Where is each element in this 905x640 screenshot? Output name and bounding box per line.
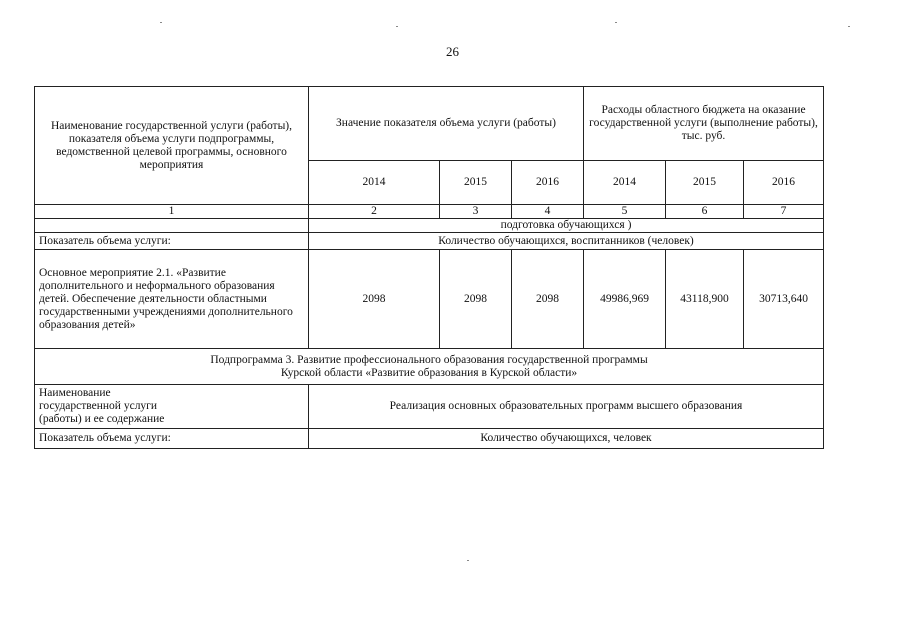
year-cell: 2016 xyxy=(744,161,824,205)
header-name-column: Наименование государственной услуги (работы), показателя объема услуги подпрограммы, ведомственной целевой программы, основного мероприятия xyxy=(35,87,309,205)
column-number: 5 xyxy=(584,205,666,219)
year-cell: 2016 xyxy=(512,161,584,205)
scan-speck xyxy=(615,22,617,23)
header-value-group: Значение показателя объема услуги (работы) xyxy=(309,87,584,161)
service-row xyxy=(35,385,824,429)
scan-speck xyxy=(396,26,398,27)
measure-value: 2098 xyxy=(440,250,512,349)
scan-speck xyxy=(848,26,850,27)
subprogram-row xyxy=(35,349,824,385)
column-number: 7 xyxy=(744,205,824,219)
scan-speck xyxy=(160,22,162,23)
column-number-row xyxy=(35,205,824,219)
measure-name: Основное мероприятие 2.1. «Развитие дополнительного и неформального образования детей. Обеспечение деятельности областными государственными учреждениями дополнительного образования детей» xyxy=(35,250,309,349)
page-number: 26 xyxy=(446,44,459,59)
year-cell: 2014 xyxy=(584,161,666,205)
indicator-row-2 xyxy=(35,429,824,449)
continuation-row xyxy=(35,219,824,233)
column-number: 2 xyxy=(309,205,440,219)
service-value: Реализация основных образовательных программ высшего образования xyxy=(309,385,824,429)
year-cell: 2015 xyxy=(666,161,744,205)
budget-table xyxy=(34,86,824,449)
measure-value: 2098 xyxy=(512,250,584,349)
measure-value: 30713,640 xyxy=(744,250,824,349)
year-cell: 2015 xyxy=(440,161,512,205)
measure-value: 2098 xyxy=(309,250,440,349)
scan-speck xyxy=(467,560,469,561)
column-number: 1 xyxy=(35,205,309,219)
column-number: 4 xyxy=(512,205,584,219)
indicator-value: Количество обучающихся, человек xyxy=(309,429,824,449)
measure-value: 49986,969 xyxy=(584,250,666,349)
measure-row xyxy=(35,250,824,349)
column-number: 6 xyxy=(666,205,744,219)
indicator-label: Показатель объема услуги: xyxy=(35,429,309,449)
empty-cell xyxy=(35,219,309,233)
service-label: Наименование государственной услуги (работы) и ее содержание xyxy=(35,385,309,429)
column-number: 3 xyxy=(440,205,512,219)
header-row xyxy=(35,87,824,161)
measure-value: 43118,900 xyxy=(666,250,744,349)
indicator-row xyxy=(35,233,824,250)
indicator-value: Количество обучающихся, воспитанников (человек) xyxy=(309,233,824,250)
year-cell: 2014 xyxy=(309,161,440,205)
continuation-text: подготовка обучающихся ) xyxy=(309,219,824,233)
indicator-label: Показатель объема услуги: xyxy=(35,233,309,250)
header-expense-group: Расходы областного бюджета на оказание государственной услуги (выполнение работы), тыс. руб. xyxy=(584,87,824,161)
subprogram-title: Подпрограмма 3. Развитие профессионального образования государственной программы Курской области «Развитие образования в Курской области» xyxy=(35,349,824,385)
